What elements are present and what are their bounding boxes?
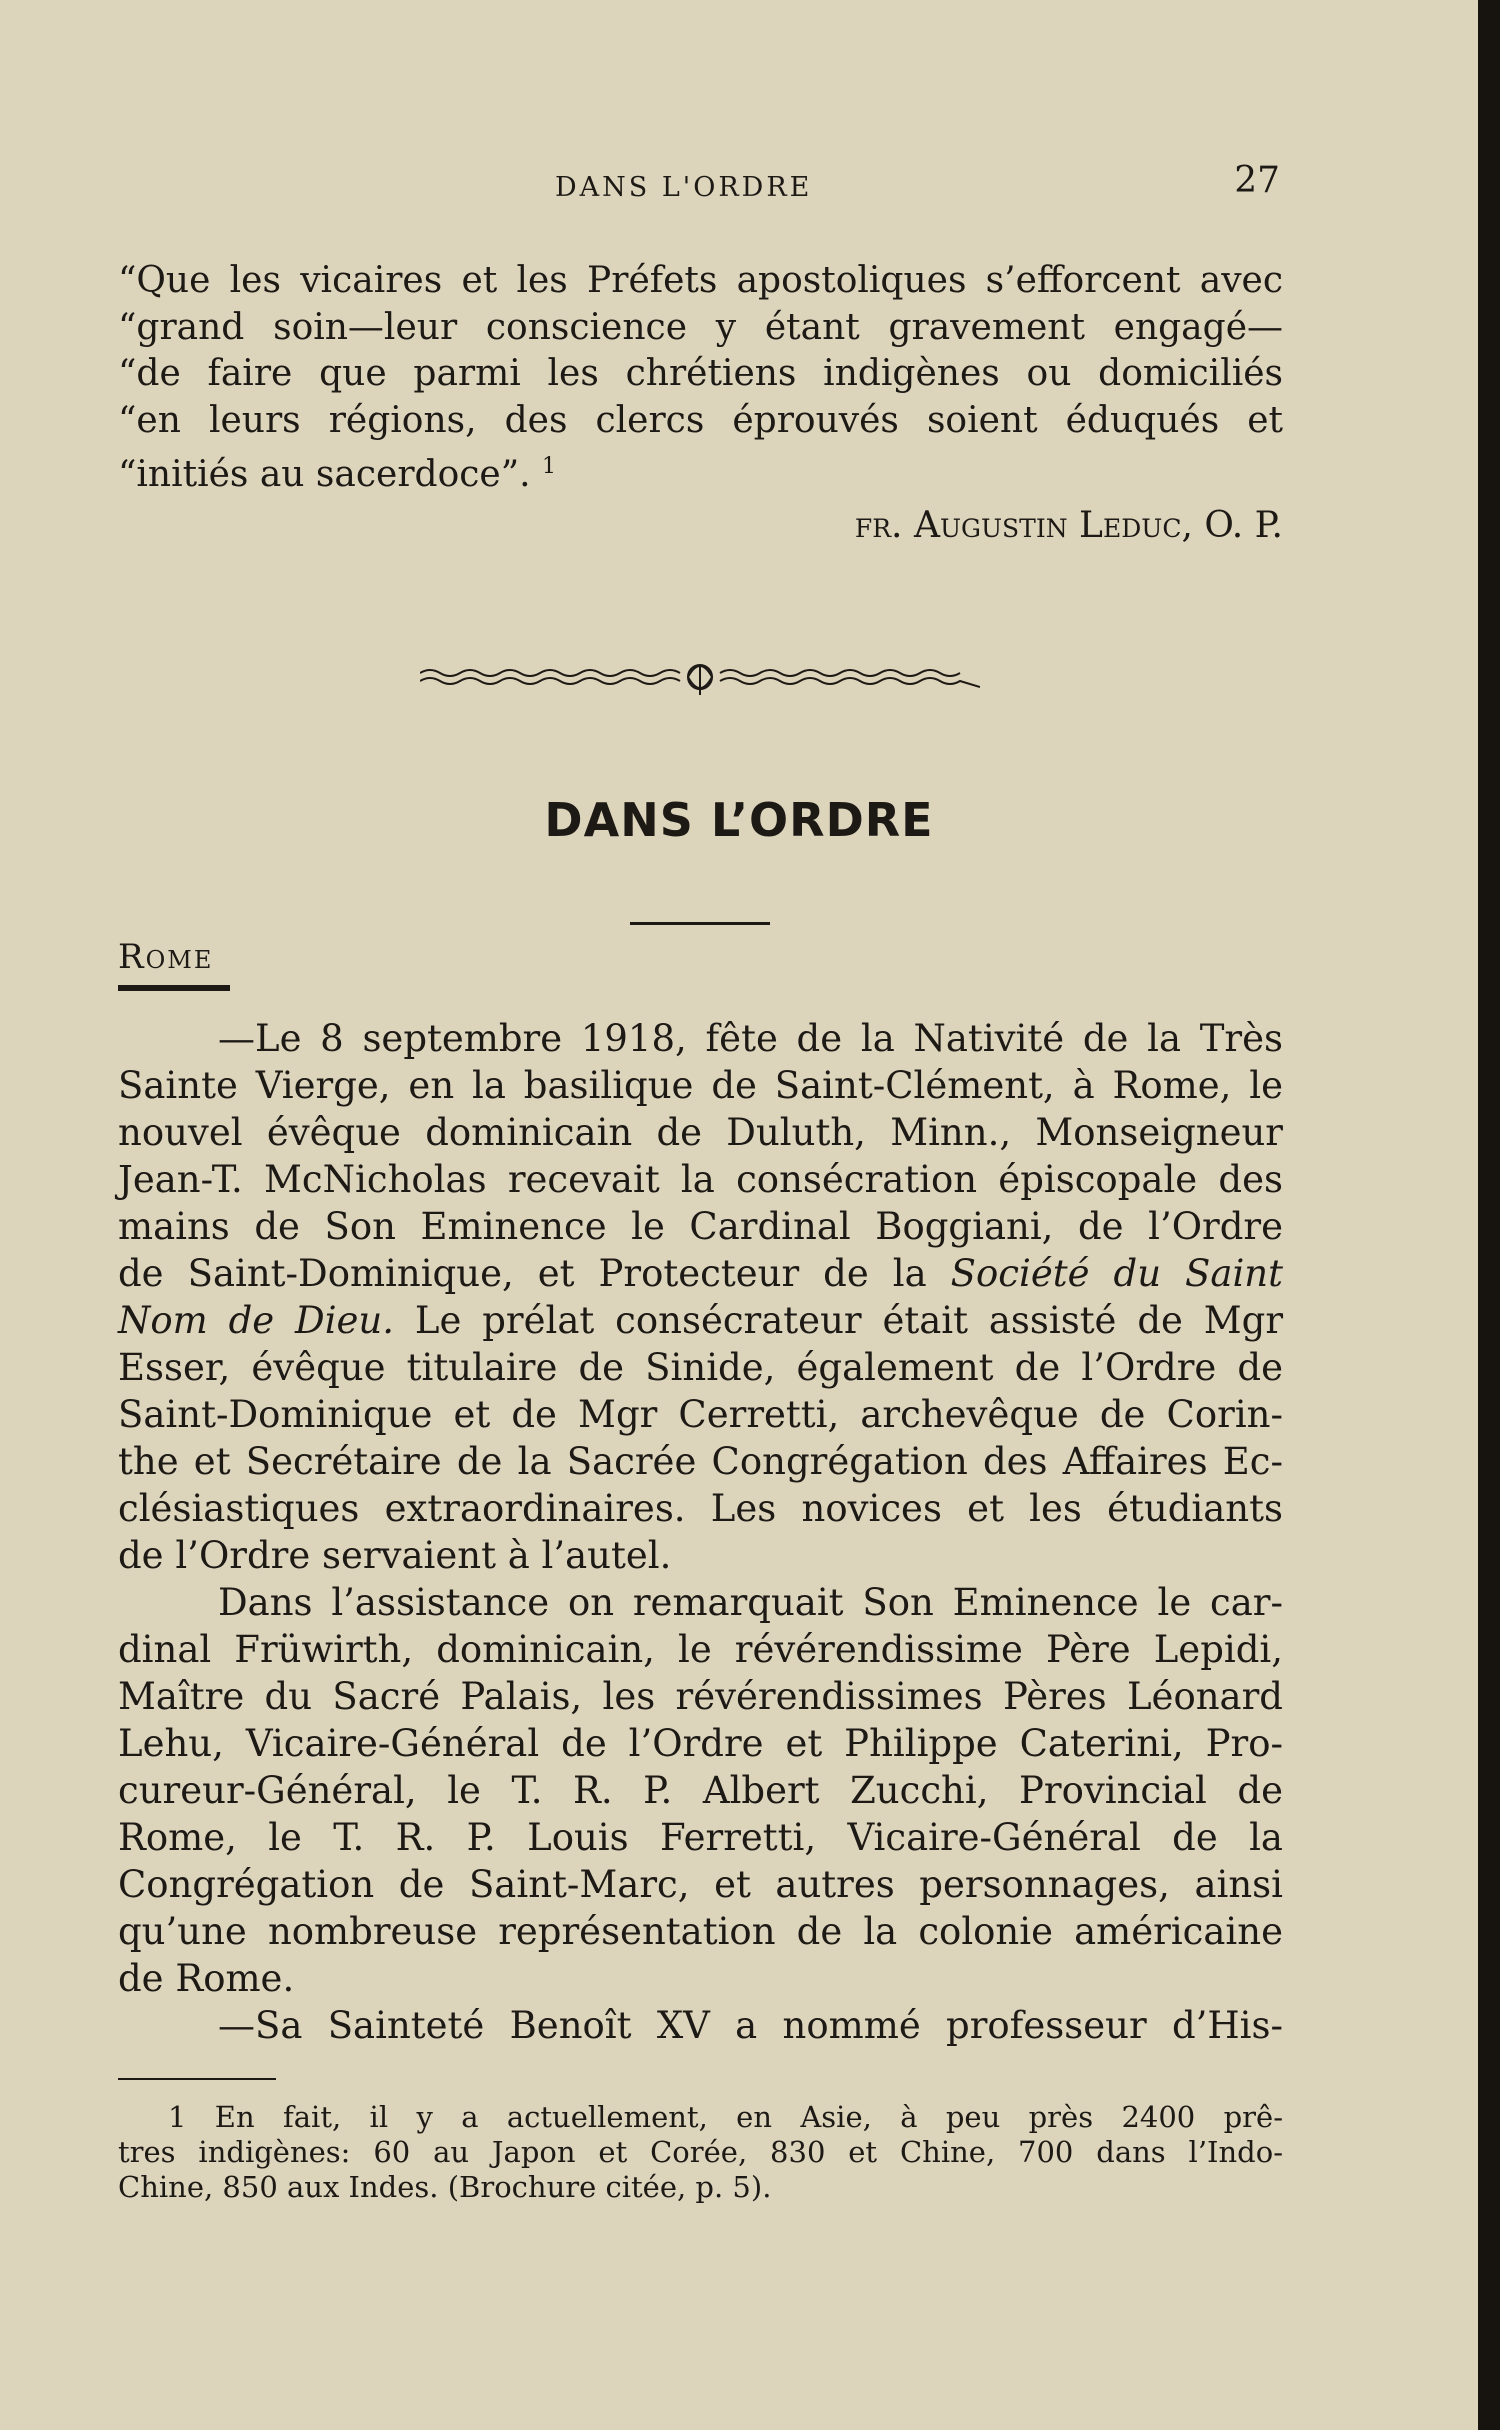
body-line: cureur-Général, le T. R. P. Albert Zucchi, Provincial de xyxy=(118,1769,1283,1812)
body-line: mains de Son Eminence le Cardinal Boggiani, de l’Ordre xyxy=(118,1205,1283,1248)
italic-title: Société du Saint xyxy=(950,1252,1283,1295)
page-header xyxy=(120,160,1280,210)
title-rule xyxy=(630,922,770,925)
footnote-line: Chine, 850 aux Indes. (Brochure citée, p. 5). xyxy=(118,2170,772,2204)
body-line: Jean-T. McNicholas recevait la consécration épiscopale des xyxy=(118,1158,1283,1201)
body-line: Rome, le T. R. P. Louis Ferretti, Vicaire-Général de la xyxy=(118,1816,1283,1859)
quote-line: “Que les vicaires et les Préfets apostoliques s’efforcent avec xyxy=(118,260,1283,301)
body-line: de l’Ordre servaient à l’autel. xyxy=(118,1534,672,1577)
quote-last-text: “initiés au sacerdoce”. xyxy=(118,454,531,495)
subheading-rome: Rome xyxy=(118,937,214,977)
ornamental-divider xyxy=(420,655,980,705)
page-number: 27 xyxy=(1234,160,1280,201)
body-line: qu’une nombreuse représentation de la colonie américaine xyxy=(118,1910,1283,1953)
body-line: —Le 8 septembre 1918, fête de la Nativité de la Très xyxy=(218,1017,1283,1060)
body-line: Dans l’assistance on remarquait Son Eminence le car- xyxy=(218,1581,1283,1624)
binding-edge xyxy=(1478,0,1500,2430)
signature: fr. Augustin Leduc, O. P. xyxy=(854,504,1283,546)
body-line: dinal Früwirth, dominicain, le révérendissime Père Lepidi, xyxy=(118,1628,1283,1671)
body-line: clésiastiques extraordinaires. Les novices et les étudiants xyxy=(118,1487,1283,1530)
section-title: DANS L’ORDRE xyxy=(544,793,934,847)
quote-line: “en leurs régions, des clercs éprouvés soient éduqués et xyxy=(118,399,1283,441)
body-line: Congrégation de Saint-Marc, et autres personnages, ainsi xyxy=(118,1863,1283,1906)
body-line: Sainte Vierge, en la basilique de Saint-Clément, à Rome, le xyxy=(118,1064,1283,1107)
italic-title-end: Nom de Dieu. xyxy=(118,1299,395,1342)
body-line: Saint-Dominique et de Mgr Cerretti, archevêque de Corin- xyxy=(118,1393,1283,1436)
body-line-text: Le prélat consécrateur était assisté de Mgr xyxy=(414,1299,1284,1342)
footnote xyxy=(118,2100,1283,2205)
quote-line-last xyxy=(118,444,1283,499)
body-line-with-italic xyxy=(118,1250,1283,1297)
subheading-rule xyxy=(118,985,230,991)
quote-line: “de faire que parmi les chrétiens indigènes ou domiciliés xyxy=(118,353,1283,394)
quote-block xyxy=(118,258,1283,549)
footnote-reference: 1 xyxy=(542,454,557,479)
quote-line: “grand soin—leur conscience y étant gravement engagé— xyxy=(118,306,1283,348)
body-line: Lehu, Vicaire-Général de l’Ordre et Philippe Caterini, Pro- xyxy=(118,1722,1283,1765)
footnote-line: tres indigènes: 60 au Japon et Corée, 830 et Chine, 700 dans l’Indo- xyxy=(118,2135,1283,2169)
body-line: —Sa Sainteté Benoît XV a nommé professeur d’His- xyxy=(218,2004,1283,2047)
body-line: Esser, évêque titulaire de Sinide, également de l’Ordre de xyxy=(118,1346,1283,1389)
body-line: the et Secrétaire de la Sacrée Congrégation des Affaires Ec- xyxy=(118,1440,1283,1483)
body-line-with-italic xyxy=(118,1297,1283,1344)
body-line-text: de Saint-Dominique, et Protecteur de la xyxy=(118,1252,927,1295)
body-line: de Rome. xyxy=(118,1957,295,2000)
body-line: Maître du Sacré Palais, les révérendissimes Pères Léonard xyxy=(118,1675,1283,1718)
footnote-rule xyxy=(118,2078,276,2080)
running-head: DANS L'ORDRE xyxy=(555,172,813,203)
body-line: nouvel évêque dominicain de Duluth, Minn., Monseigneur xyxy=(118,1111,1283,1154)
footnote-line: 1 En fait, il y a actuellement, en Asie, à peu près 2400 prê- xyxy=(168,2100,1283,2134)
body-text xyxy=(118,1015,1283,2049)
